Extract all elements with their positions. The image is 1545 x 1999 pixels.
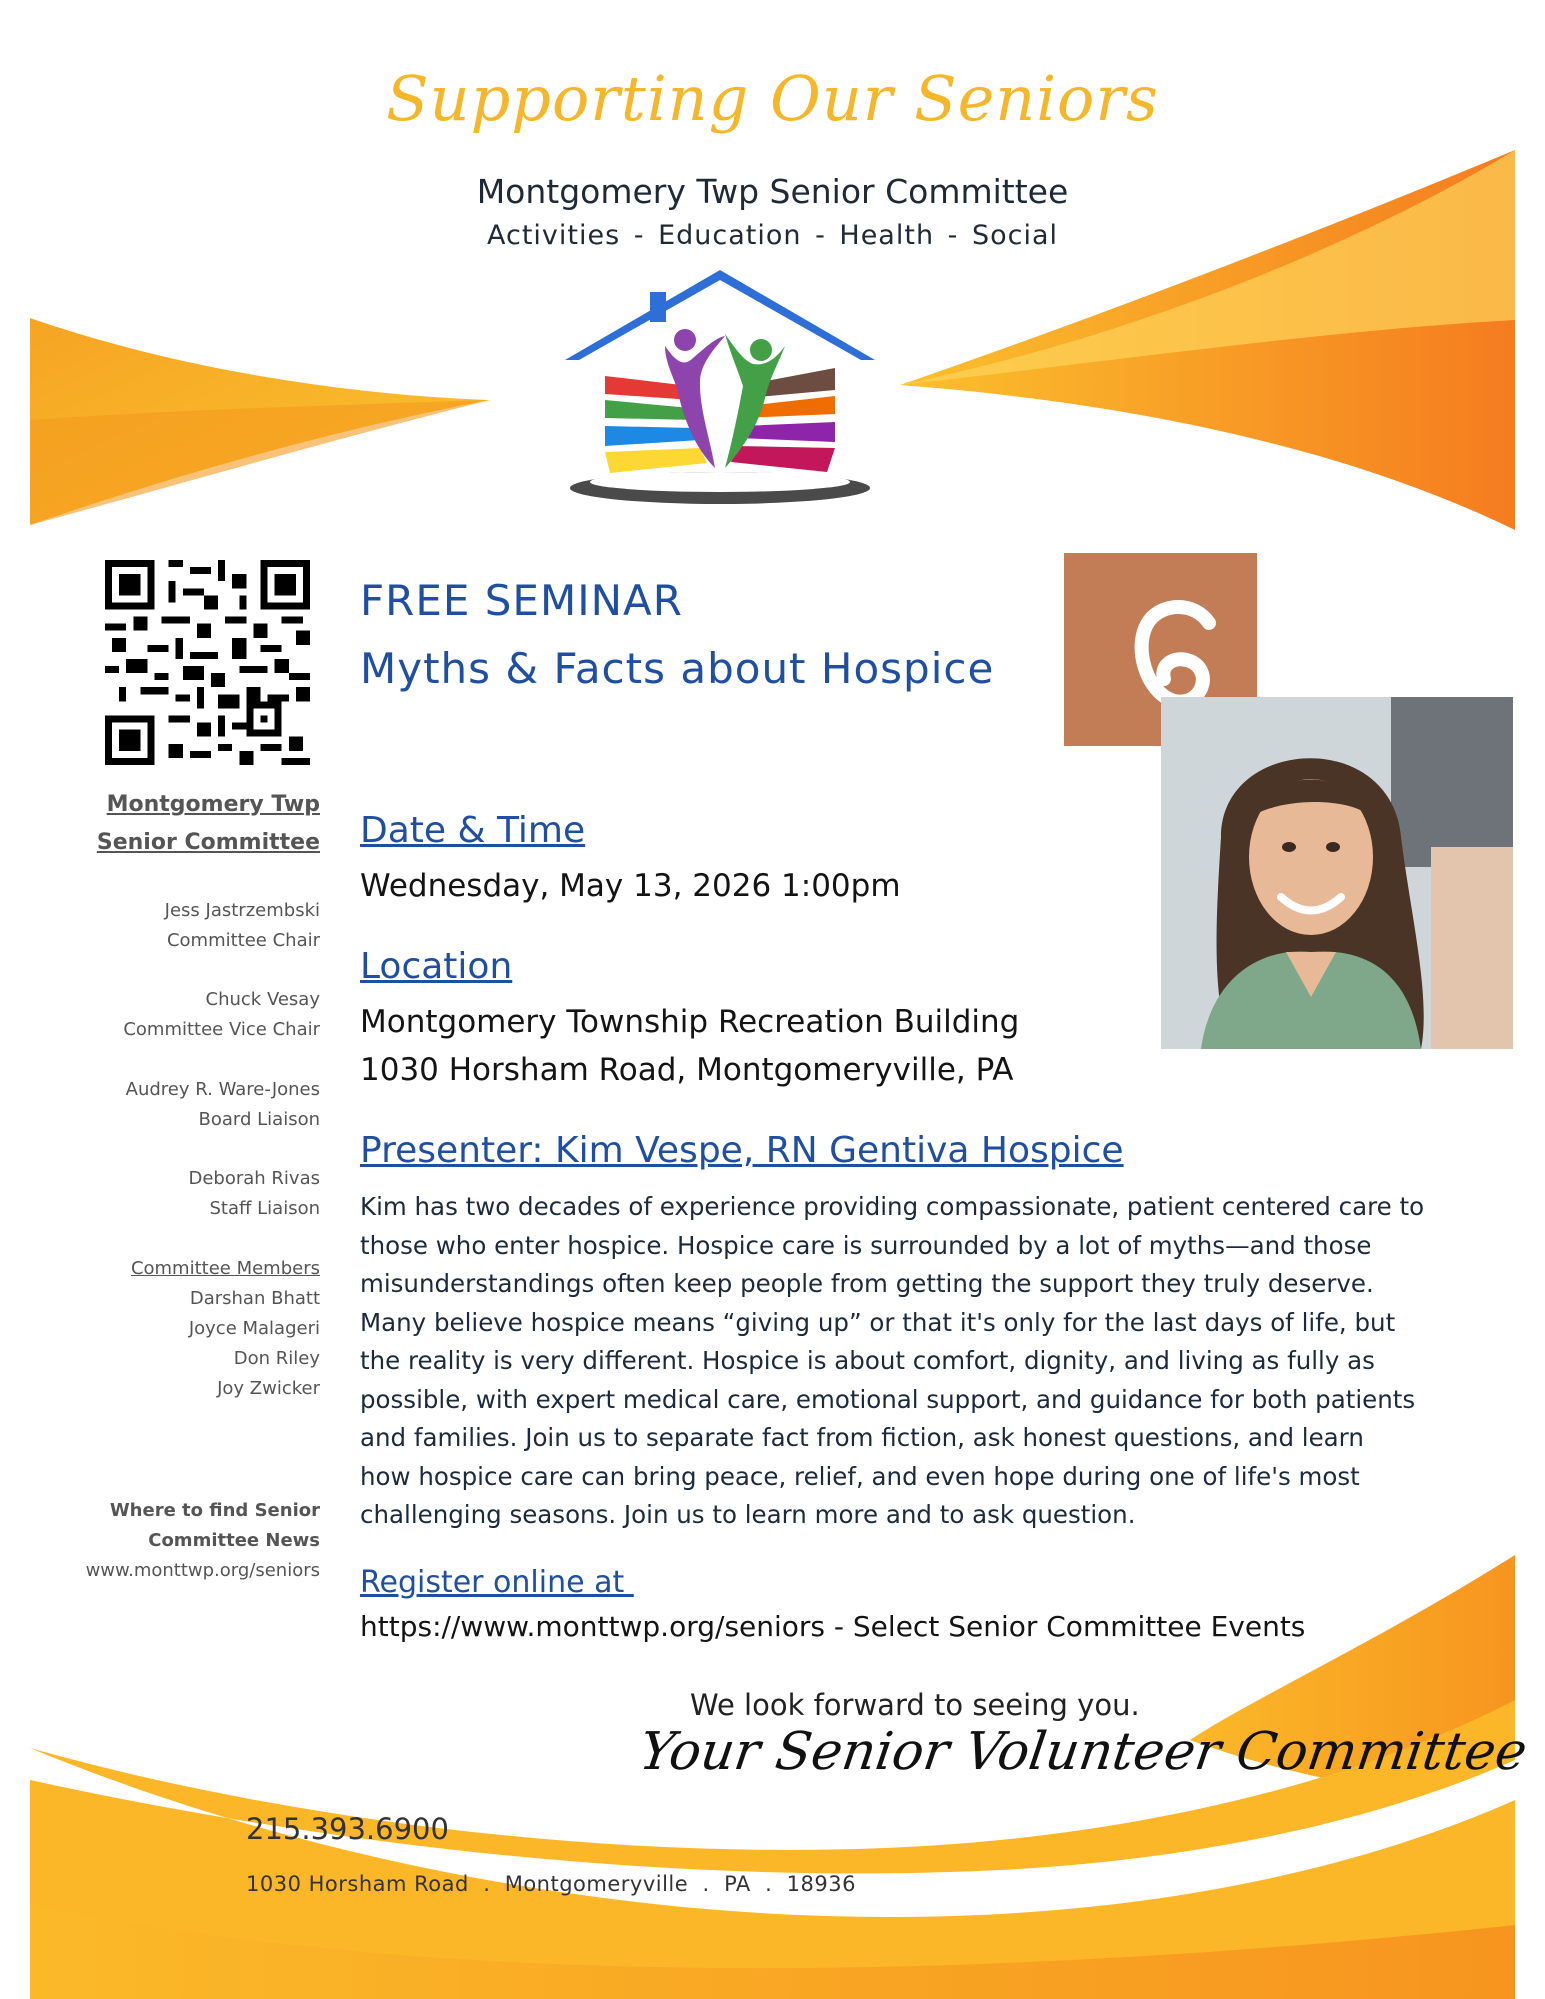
signature: Your Senior Volunteer Committee <box>635 1722 1531 1782</box>
tagline: Activities - Education - Health - Social <box>486 220 1059 251</box>
datetime-value: Wednesday, May 13, 2026 1:00pm <box>360 868 901 904</box>
presenter-photo <box>1161 697 1513 1049</box>
sidebar-heading-line1: Montgomery Twp <box>106 792 320 817</box>
member-name: Don Riley <box>233 1348 320 1369</box>
location-heading[interactable]: Location <box>360 946 513 987</box>
location-line1: Montgomery Township Recreation Building <box>360 1004 1020 1040</box>
news-line2: Committee News <box>148 1530 320 1551</box>
location-line2: 1030 Horsham Road, Montgomeryville, PA <box>360 1052 1014 1088</box>
seminar-label: FREE SEMINAR <box>360 576 683 625</box>
presenter-heading[interactable]: Presenter: Kim Vespe, RN Gentiva Hospice <box>360 1130 1124 1171</box>
member-name: Joyce Malageri <box>188 1318 320 1339</box>
presenter-description <box>360 1188 1520 1535</box>
member-name: Joy Zwicker <box>217 1378 320 1399</box>
sidebar-heading <box>0 786 320 862</box>
qr-code-icon[interactable] <box>105 560 310 765</box>
sidebar-person-chair <box>0 896 320 956</box>
person-name: Deborah Rivas <box>188 1168 320 1189</box>
description-line: those who enter hospice. Hospice care is surrounded by a lot of myths—and those <box>360 1230 1372 1260</box>
datetime-heading[interactable]: Date & Time <box>360 810 586 851</box>
script-title: Supporting Our Seniors <box>386 62 1159 135</box>
person-name: Audrey R. Ware-Jones <box>125 1079 320 1100</box>
description-line: Many believe hospice means “giving up” or that it's only for the last days of life, but <box>360 1307 1396 1337</box>
sidebar-heading-line2: Senior Committee <box>96 830 320 855</box>
person-name: Chuck Vesay <box>205 989 320 1010</box>
sidebar-person-staff-liaison <box>0 1164 320 1224</box>
sidebar-news <box>0 1496 320 1586</box>
footer-phone[interactable]: 215.393.6900 <box>246 1812 449 1846</box>
top-left-wave-dark <box>30 400 490 525</box>
person-role: Board Liaison <box>198 1109 320 1130</box>
house-people-logo-icon <box>565 268 875 508</box>
seminar-title: Myths & Facts about Hospice <box>360 644 995 693</box>
sidebar-person-board-liaison <box>0 1075 320 1135</box>
register-heading[interactable]: Register online at <box>360 1565 634 1600</box>
members-heading: Committee Members <box>130 1258 320 1279</box>
org-title: Montgomery Twp Senior Committee <box>476 172 1069 211</box>
news-url[interactable]: www.monttwp.org/seniors <box>85 1560 320 1581</box>
register-url[interactable]: https://www.monttwp.org/seniors - Select Senior Committee Events <box>360 1610 1306 1643</box>
sidebar-members <box>0 1254 320 1404</box>
footer-address: 1030 Horsham Road . Montgomeryville . PA . 18936 <box>246 1872 856 1896</box>
closing-text: We look forward to seeing you. <box>690 1688 1140 1722</box>
person-name: Jess Jastrzembski <box>164 900 320 921</box>
description-line: how hospice care can bring peace, relief, and even hope during one of life's most <box>360 1461 1360 1491</box>
member-name: Darshan Bhatt <box>189 1288 320 1309</box>
description-line: and families. Join us to separate fact from fiction, ask honest questions, and learn <box>360 1423 1364 1452</box>
description-line: Kim has two decades of experience providing compassionate, patient centered care to <box>360 1192 1425 1221</box>
description-line: misunderstandings often keep people from getting the support they truly deserve. <box>360 1269 1374 1298</box>
person-role: Committee Vice Chair <box>123 1019 320 1040</box>
sidebar-person-vice-chair <box>0 985 320 1045</box>
person-role: Committee Chair <box>166 930 320 951</box>
description-line: possible, with expert medical care, emotional support, and guidance for both patients <box>360 1384 1416 1414</box>
news-line1: Where to find Senior <box>109 1500 320 1521</box>
description-line: the reality is very different. Hospice is about comfort, dignity, and living as fully as <box>360 1346 1375 1375</box>
description-line: challenging seasons. Join us to learn more and to ask question. <box>360 1500 1136 1529</box>
person-role: Staff Liaison <box>209 1198 320 1219</box>
